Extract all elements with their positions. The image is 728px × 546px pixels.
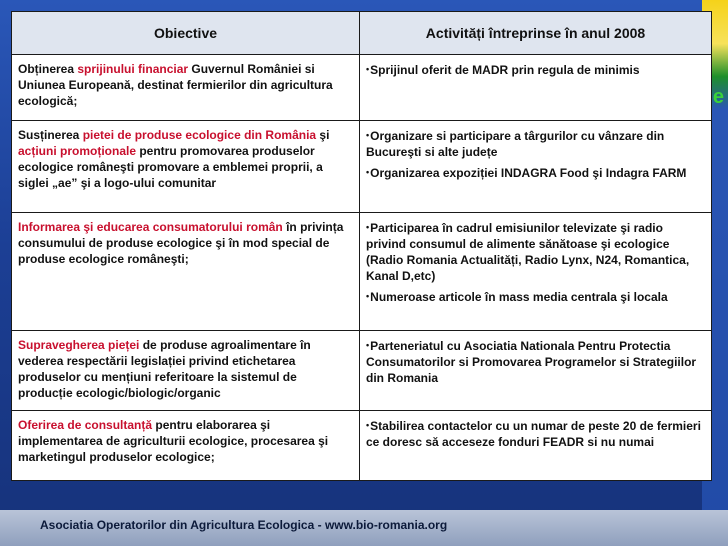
activity-text: Parteneriatul cu Asociatia Nationala Pentru Protectia Consumatorilor si Promovarea Programelor si Strategiilor din Romania — [366, 339, 697, 385]
objective-highlight: pietei de produse ecologice din România — [82, 128, 317, 142]
table-row — [12, 121, 712, 213]
objective-highlight: Oferirea de consultanță — [18, 418, 153, 432]
objective-text: pentru promovarea produselor ecologice româneşti promovare a emblemei proprii, a siglei „ae” şi a logo-ului comunitar — [18, 144, 323, 190]
activity-text: Stabilirea contactelor cu un numar de peste 20 de fermieri ce doresc să acceseze fonduri FEADR si nu numai — [366, 419, 701, 449]
activity-text: Organizare si participare a târgurilor cu vânzare din Bucureşti si alte județe — [366, 129, 665, 159]
objective-text: de produse agroalimentare în vederea respectării legislației privind etichetarea produselor cu mențiuni referitoare la sistemul de producție ecologic/biologic/organic — [18, 338, 311, 400]
objective-cell — [12, 121, 360, 213]
activity-item: •Stabilirea contactelor cu un numar de peste 20 de fermieri ce doresc să acceseze fonduri FEADR si nu numai — [366, 419, 701, 449]
header-objectives: Obiective — [12, 12, 360, 55]
objective-text: pentru elaborarea şi implementarea de agriculturii ecologice, procesarea şi marketingul produselor ecologice; — [18, 418, 329, 464]
objective-highlight: sprijinului financiar — [77, 62, 189, 76]
logo-letter: e — [712, 86, 724, 108]
objective-cell — [12, 331, 360, 411]
activity-cell — [360, 121, 712, 213]
activity-text: Sprijinul oferit de MADR prin regula de minimis — [370, 63, 640, 77]
activity-item: •Participarea în cadrul emisiunilor televizate şi radio privind consumul de alimente sănătoase şi ecologice (Radio Romania Actualități, Radio Lynx, N24, Romantica, Kanal D,etc) — [366, 221, 690, 283]
activity-cell — [360, 213, 712, 331]
header-activities: Activități întreprinse în anul 2008 — [360, 12, 712, 55]
table-row — [12, 55, 712, 121]
objective-highlight: acțiuni promoționale — [18, 144, 137, 158]
objective-text: Susținerea — [18, 128, 83, 142]
objective-highlight: Informarea şi educarea consumatorului român — [18, 220, 283, 234]
footer-text: Asociatia Operatorilor din Agricultura Ecologica - www.bio-romania.org — [40, 518, 448, 532]
activity-item: •Organizare si participare a târgurilor cu vânzare din Bucureşti si alte județe — [366, 129, 665, 159]
activity-item: •Parteneriatul cu Asociatia Nationala Pentru Protectia Consumatorilor si Promovarea Programelor si Strategiilor din Romania — [366, 339, 697, 385]
table-header-row — [12, 12, 712, 55]
objective-cell — [12, 411, 360, 481]
objective-text: Guvernul României si Uniunea Europeană, destinat fermierilor din agricultura ecologică; — [18, 62, 333, 108]
activity-cell — [360, 55, 712, 121]
objective-text: şi — [316, 128, 330, 142]
activity-text: Organizarea expoziției INDAGRA Food şi Indagra FARM — [370, 166, 687, 180]
activity-cell — [360, 331, 712, 411]
activity-item: •Numeroase articole în mass media centrala şi locala — [366, 290, 668, 304]
objective-highlight: Supravegherea pieței — [18, 338, 140, 352]
table-row — [12, 331, 712, 411]
activity-cell — [360, 411, 712, 481]
activity-item: •Sprijinul oferit de MADR prin regula de minimis — [366, 63, 640, 77]
activity-item: •Organizarea expoziției INDAGRA Food şi Indagra FARM — [366, 166, 687, 180]
objectives-table — [11, 11, 712, 481]
objective-cell — [12, 213, 360, 331]
activity-text: Participarea în cadrul emisiunilor televizate şi radio privind consumul de alimente sănătoase şi ecologice (Radio Romania Actualități, Radio Lynx, N24, Romantica, Kanal D,etc) — [366, 221, 690, 283]
objective-text: Obținerea — [18, 62, 78, 76]
table-row — [12, 213, 712, 331]
activity-text: Numeroase articole în mass media centrala şi locala — [370, 290, 668, 304]
objective-cell — [12, 55, 360, 121]
table-row — [12, 411, 712, 481]
objective-text: în privința consumului de produse ecologice şi în mod special de produse ecologice româneşti; — [18, 220, 344, 266]
